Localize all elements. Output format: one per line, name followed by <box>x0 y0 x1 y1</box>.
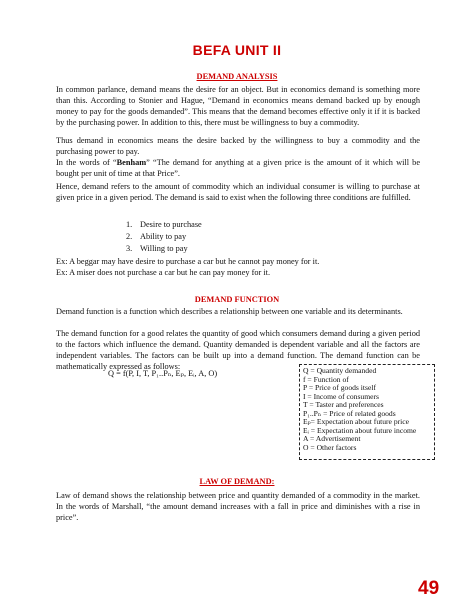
list-text: Willing to pay <box>140 244 188 254</box>
section-heading-law-of-demand: LAW OF DEMAND: <box>199 477 275 486</box>
list-item <box>126 243 326 255</box>
paragraph-law-of-demand: Law of demand shows the relationship between price and quantity demanded of a commodity in the market. In the words of Marshall, “the amount demand increases with a fall in price and diminishes with a rise in price”. <box>56 491 420 523</box>
conditions-list <box>126 219 326 256</box>
paragraph-demand-function-definition: Demand function is a function which describes a relationship between one variable and its determinants. <box>56 307 403 316</box>
paragraph-demand-economics: Thus demand in economics means the desire backed by the willingness to buy a commodity and the purchasing power to pay. <box>56 136 420 157</box>
paragraph-demand-conditions: Hence, demand refers to the amount of commodity which an individual consumer is willing to purchase at given price in a given period. The demand is said to exist when the following three conditions are fulfilled. <box>56 182 420 203</box>
benham-prefix: In the words of “ <box>56 158 117 167</box>
list-text: Ability to pay <box>140 232 187 242</box>
paragraph-benham-quote <box>56 157 420 179</box>
legend-item: O = Other factors <box>303 442 357 452</box>
legend-item: P = Price of goods itself <box>303 383 376 393</box>
legend-item: I = Income of consumers <box>303 391 379 401</box>
page-number: 49 <box>418 578 440 599</box>
benham-suffix: ” “The demand for anything at a given price is the amount of it which will be bought per unit of time at that Price”. <box>56 158 421 179</box>
example-beggar: Ex: A beggar may have desire to purchase a car but he cannot pay money for it. <box>56 257 320 266</box>
legend-item: f = Function of <box>303 374 349 384</box>
legend-item: T = Taster and preferences <box>303 400 384 410</box>
section-heading-demand-function: DEMAND FUNCTION <box>194 295 280 304</box>
paragraph-demand-definition: In common parlance, demand means the desire for an object. But in economics demand is something more than this. According to Stonier and Hague, “Demand in economics means demand backed up by enough money to pay for the goods demanded”. This means that the demand becomes effective only it if it is backed by the purchasing power. In addition to this, there must be willingness to buy a commodity. <box>56 85 420 128</box>
legend-item: A = Advertisement <box>303 434 361 444</box>
list-number: 1. <box>126 220 133 229</box>
legend-item: Q = Quantity demanded <box>303 366 377 375</box>
example-miser: Ex: A miser does not purchase a car but he can pay money for it. <box>56 268 271 277</box>
formula-legend-box <box>299 364 435 460</box>
legend-item: P₁..Pₙ = Price of related goods <box>303 408 396 418</box>
section-heading-demand-analysis: DEMAND ANALYSIS <box>196 72 278 81</box>
paragraph-demand-function-detail: The demand function for a good relates the quantity of good which consumers demand during a given period to the factors which influence the demand. Quantity demanded is dependent variable and all the factors are independent variables. The factors can be built up into a demand function. The demand function can be mathematically expressed as follows: <box>56 329 420 372</box>
benham-name: Benham <box>116 158 147 167</box>
legend-item: Eₚ= Expectation about future price <box>303 417 409 427</box>
list-item <box>126 231 326 243</box>
list-text: Desire to purchase <box>140 220 202 229</box>
list-number: 3. <box>126 244 133 254</box>
legend-item: Eᵢ = Expectation about future income <box>303 425 417 435</box>
list-item <box>126 219 326 231</box>
list-number: 2. <box>126 232 133 242</box>
page-title: BEFA UNIT II <box>192 42 282 58</box>
demand-function-formula: Q = f(P, I, T, P₁..Pₙ, Eₚ, Eᵢ, A, O) <box>108 369 218 378</box>
